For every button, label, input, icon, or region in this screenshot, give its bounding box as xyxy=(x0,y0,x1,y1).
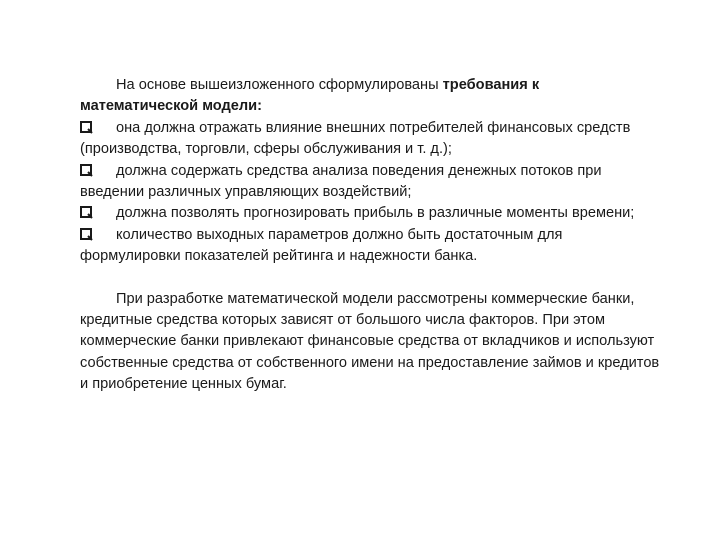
second-paragraph xyxy=(80,289,660,396)
paragraph-gap xyxy=(80,268,660,289)
bullet-item-2 xyxy=(80,161,660,204)
second-paragraph-text: При разработке математической модели рассмотрены коммерческие банки, кредитные средства которых зависят от большого числа факторов. При этом коммерческие банки привлекают финансовые средства от вкладчиков и используют собственные средства от собственного имени на предоставление займов и кредитов и приобретение ценных бумаг. xyxy=(80,290,660,393)
intro-bold-text-1: требования к xyxy=(442,77,540,93)
bullet-text-3: должна позволять прогнозировать прибыль в различные моменты времени; xyxy=(116,205,635,222)
bullet-item-4 xyxy=(80,225,660,268)
bullet-text-4: количество выходных параметров должно быть достаточным для формулировки показателей рейтинга и надежности банка. xyxy=(80,226,563,265)
slide-content xyxy=(80,75,660,396)
checkbox-square-icon xyxy=(80,118,116,139)
intro-paragraph xyxy=(80,75,660,118)
bullet-text-2: должна содержать средства анализа поведения денежных потоков при введении различных управляющих воздействий; xyxy=(80,162,602,201)
bullet-text-1: она должна отражать влияние внешних потребителей финансовых средств (производства, торговли, сферы обслуживания и т. д.); xyxy=(80,119,631,158)
bullet-item-1 xyxy=(80,118,660,161)
intro-bold-text-2: математической модели: xyxy=(80,98,263,115)
bullet-item-3 xyxy=(80,203,660,224)
checkbox-square-icon xyxy=(80,161,116,182)
checkbox-square-icon xyxy=(80,225,116,246)
intro-text: На основе вышеизложенного сформулированы xyxy=(116,77,443,93)
checkbox-square-icon xyxy=(80,203,116,224)
